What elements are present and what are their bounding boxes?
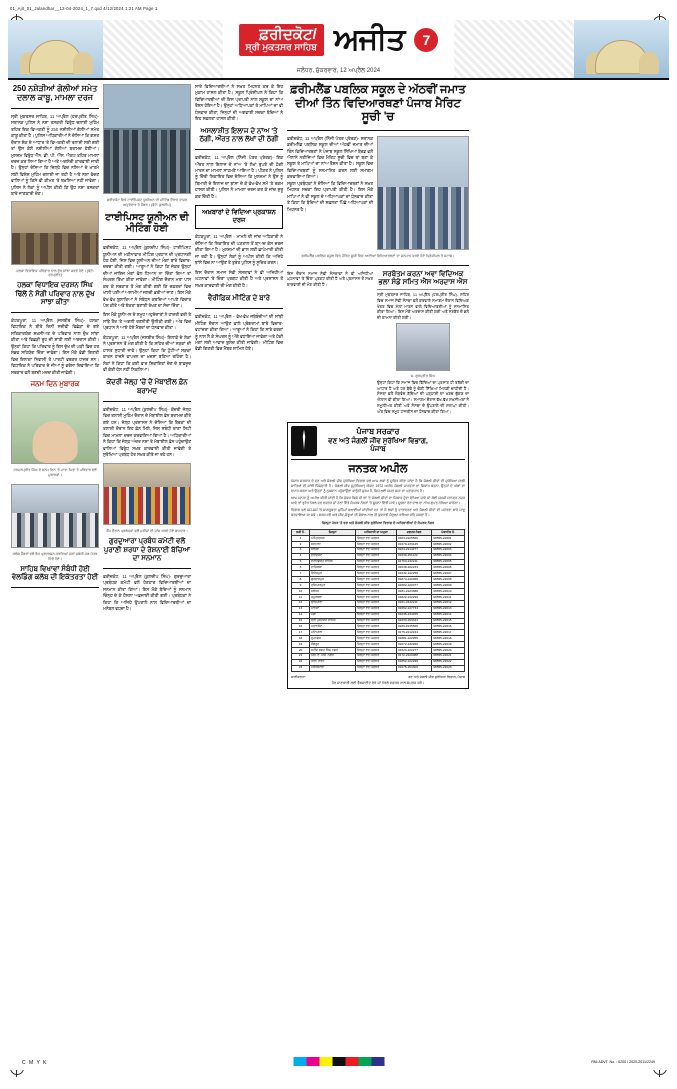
col1-body-2: ਕੋਟਕਪੂਰਾ, 11 ਅਪ੍ਰੈਲ (ਜਸਬੀਰ ਸਿੰਘ)- ਹਲਕਾ ਵਿਧਾਇਕ ਨੇ ਬੀਤੇ ਦਿਨੀਂ ਸਦੀਵੀ ਵਿਛੋੜਾ ਦੇ ਗਏ ਸਤਿਕਾਰਯੋਗ ਸ਼ਖ਼ਸੀਅਤ ਦੇ ਪਰਿਵਾਰ ਨਾਲ ਦੁੱਖ ਸਾਂਝਾ ਕੀਤਾ ਅਤੇ ਵਿਛੜੀ ਰੂਹ ਦੀ ਸ਼ਾਂਤੀ ਲਈ ਅਰਦਾਸ ਕੀਤੀ। ਉਨ੍ਹਾਂ ਕਿਹਾ ਕਿ ਪਰਿਵਾਰ ਨੂੰ ਇਸ ਦੁੱਖ ਦੀ ਘੜੀ ਵਿਚ ਹਰ ਸੰਭਵ ਸਹਿਯੋਗ ਦਿੱਤਾ ਜਾਵੇਗਾ। ਇਸ ਮੌਕੇ ਵੱਡੀ ਗਿਣਤੀ ਵਿਚ ਇਲਾਕਾ ਨਿਵਾਸੀ ਤੇ ਪਾਰਟੀ ਵਰਕਰ ਹਾਜ਼ਰ ਸਨ। ਵਿਧਾਇਕ ਨੇ ਪਰਿਵਾਰ ਦੇ ਜੀਆਂ ਨੂੰ ਭਰੋਸਾ ਦਿਵਾਇਆ ਕਿ ਸਰਕਾਰ ਵਲੋਂ ਬਣਦੀ ਮਦਦ ਕੀਤੀ ਜਾਵੇਗੀ। <box>11 318 99 375</box>
edition-line1: ਫ਼ਰੀਦਕੋਟ/ <box>259 26 317 43</box>
table-cell: 98555-22003 <box>432 547 465 553</box>
ajit-logo: ਅਜੀਤ <box>333 23 405 57</box>
table-cell: 0175-2212244 <box>396 630 431 636</box>
government-advertisement <box>287 422 469 689</box>
col3-headline-2: ਵੈਰੀਫ਼ਿਕ ਮੀਟਿੰਗ ਦੇ ਬਾਰੇ <box>208 294 270 302</box>
masthead-left-photo <box>8 20 103 78</box>
table-cell: 01852-222299 <box>396 659 431 665</box>
table-cell: 6 <box>292 565 310 571</box>
col1-photo-condolence <box>11 201 99 265</box>
table-column-header: ਜ਼ਿਲ੍ਹਾ <box>310 530 356 536</box>
table-row <box>292 665 465 671</box>
advert-para-1: ਪੰਜਾਬ ਸਰਕਾਰ ਦੇ ਵਣ ਅਤੇ ਜੰਗਲੀ ਜੀਵ ਸੁਰੱਖਿਆ ਵਿਭਾਗ ਵਲੋਂ ਆਮ ਲੋਕਾਂ ਨੂੰ ਸੂਚਿਤ ਕੀਤਾ ਜਾਂਦਾ ਹੈ ਕਿ ਜੰਗਲੀ ਜੀਵਾਂ ਦੀ ਸੁਰੱਖਿਆ ਸਾਡੀ ਸਾਰਿਆਂ ਦੀ ਸਾਂਝੀ ਜ਼ਿੰਮੇਵਾਰੀ ਹੈ। ਜੰਗਲੀ ਜੀਵ (ਸੁਰੱਖਿਆ) ਐਕਟ 1972 ਅਧੀਨ ਜੰਗਲੀ ਜਾਨਵਰਾਂ ਦਾ ਸ਼ਿਕਾਰ ਕਰਨਾ, ਉਨ੍ਹਾਂ ਦੇ ਅੰਗਾਂ ਦਾ ਵਪਾਰ ਕਰਨਾ ਅਤੇ ਉਨ੍ਹਾਂ ਨੂੰ ਨੁਕਸਾਨ ਪਹੁੰਚਾਉਣਾ ਕਾਨੂੰਨੀ ਜੁਰਮ ਹੈ, ਜਿਸ ਲਈ ਸਖ਼ਤ ਸਜ਼ਾ ਦਾ ਪ੍ਰਾਵਧਾਨ ਹੈ। <box>291 478 465 493</box>
table-cell: 01632-242255 <box>396 571 431 577</box>
table-cell: 98555-22012 <box>432 600 465 606</box>
column-4 <box>287 84 469 1061</box>
table-cell: ਸ੍ਰੀ ਮੁਕਤਸਰ ਸਾਹਿਬ <box>310 618 356 624</box>
contacts-table <box>291 529 465 671</box>
table-column-header: ਦਫ਼ਤਰ ਨੰਬਰ <box>396 530 431 536</box>
cmyk-label: C M Y K <box>22 1060 48 1066</box>
masthead <box>8 20 669 80</box>
advert-para-3: ਵਿਭਾਗ ਵਲੋਂ ਸਮੇਂ-ਸਮੇਂ 'ਤੇ ਜਾਗਰੂਕਤਾ ਮੁਹਿੰਮਾਂ ਚਲਾਈਆਂ ਜਾਂਦੀਆਂ ਹਨ ਤਾਂ ਜੋ ਲੋਕਾਂ ਨੂੰ ਵਾਤਾਵਰਣ ਅਤੇ ਜੰਗਲੀ ਜੀਵਾਂ ਦੀ ਮਹੱਤਤਾ ਬਾਰੇ ਜਾਣੂ ਕਰਵਾਇਆ ਜਾ ਸਕੇ। ਬਨਸਪਤੀ ਅਤੇ ਜੀਵ-ਜੰਤੂਆਂ ਦੀ ਸੰਭਾਲ ਨਾਲ ਹੀ ਕੁਦਰਤੀ ਸੰਤੁਲਨ ਬਣਿਆ ਰਹਿ ਸਕਦਾ ਹੈ। <box>291 507 465 518</box>
table-cell: 1 <box>292 536 310 542</box>
table-cell: 98555-22023 <box>432 665 465 671</box>
table-cell: 23 <box>292 665 310 671</box>
table-cell: 98555-22018 <box>432 636 465 642</box>
table-column-header: ਅਧਿਕਾਰੀ ਦਾ ਅਹੁਦਾ <box>356 530 397 536</box>
advert-title: ਜਨਤਕ ਅਪੀਲ <box>348 462 408 475</box>
table-cell: 98555-22016 <box>432 624 465 630</box>
table-cell: 98555-22001 <box>432 536 465 542</box>
page-content <box>8 20 669 1070</box>
table-cell: 01672-232266 <box>396 642 431 648</box>
table-cell: 8 <box>292 577 310 583</box>
table-cell: ਜ਼ਿਲ੍ਹਾ ਵਣ ਅਫ਼ਸਰ <box>356 659 397 665</box>
table-cell: ਐੱਸ. ਏ. ਐੱਸ. ਨਗਰ <box>310 653 356 659</box>
table-cell: 01675-253300 <box>396 665 431 671</box>
table-cell: ਲੁਧਿਆਣਾ <box>310 600 356 606</box>
table-cell: ਜ਼ਿਲ੍ਹਾ ਵਣ ਅਫ਼ਸਰ <box>356 541 397 547</box>
col2-body-4: ਫ਼ਰੀਦਕੋਟ, 11 ਅਪ੍ਰੈਲ (ਕੁਲਦੀਪ ਸਿੰਘ)- ਕੇਂਦਰੀ ਜੇਲ੍ਹ ਵਿਚ ਤਲਾਸ਼ੀ ਮੁਹਿੰਮ ਦੌਰਾਨ ਦੋ ਮੋਬਾਈਲ ਫ਼ੋਨ ਬਰਾਮਦ ਕੀਤੇ ਗਏ ਹਨ। ਜੇਲ੍ਹ ਪ੍ਰਸ਼ਾਸਨ ਨੇ ਦੱਸਿਆ ਕਿ ਬੈਰਕਾਂ ਦੀ ਤਲਾਸ਼ੀ ਦੌਰਾਨ ਇਹ ਫ਼ੋਨ ਮਿਲੇ, ਜਿਸ ਸਬੰਧੀ ਥਾਣਾ ਸਿਟੀ ਵਿਚ ਮਾਮਲਾ ਦਰਜ ਕਰਵਾਇਆ ਗਿਆ ਹੈ। ਅਧਿਕਾਰੀਆਂ ਨੇ ਕਿਹਾ ਕਿ ਜੇਲ੍ਹ ਅੰਦਰ ਨਸ਼ਾ ਤੇ ਮੋਬਾਈਲ ਫ਼ੋਨ ਪਹੁੰਚਾਉਣ ਵਾਲਿਆਂ ਵਿਰੁੱਧ ਸਖ਼ਤ ਕਾਰਵਾਈ ਕੀਤੀ ਜਾਵੇਗੀ ਤੇ ਸੁਰੱਖਿਆ ਪ੍ਰਬੰਧ ਹੋਰ ਸਖ਼ਤ ਕੀਤੇ ਜਾ ਰਹੇ ਹਨ। <box>103 406 191 457</box>
table-cell: ਜ਼ਿਲ੍ਹਾ ਵਣ ਅਫ਼ਸਰ <box>356 583 397 589</box>
table-cell: ਜ਼ਿਲ੍ਹਾ ਵਣ ਅਫ਼ਸਰ <box>356 665 397 671</box>
table-cell: ਮੋਗਾ <box>310 612 356 618</box>
table-cell: ਜ਼ਿਲ੍ਹਾ ਵਣ ਅਫ਼ਸਰ <box>356 571 397 577</box>
col1-body: ਸ੍ਰੀ ਮੁਕਤਸਰ ਸਾਹਿਬ, 11 ਅਪ੍ਰੈਲ (ਹਰਪ੍ਰੀਤ ਸਿੰਘ)- ਸਥਾਨਕ ਪੁਲਿਸ ਨੇ ਨਸ਼ਾ ਤਸਕਰੀ ਵਿਰੁੱਧ ਚਲਾਈ ਮੁਹਿੰਮ ਤਹਿਤ ਇਕ ਵਿਅਕਤੀ ਨੂੰ 250 ਨਸ਼ੀਲੀਆਂ ਗੋਲੀਆਂ ਸਮੇਤ ਕਾਬੂ ਕੀਤਾ ਹੈ। ਪੁਲਿਸ ਅਧਿਕਾਰੀਆਂ ਨੇ ਦੱਸਿਆ ਕਿ ਗਸ਼ਤ ਦੌਰਾਨ ਸ਼ੱਕ ਦੇ ਆਧਾਰ 'ਤੇ ਵਿਅਕਤੀ ਦੀ ਤਲਾਸ਼ੀ ਲਈ ਗਈ ਤਾਂ ਉਸ ਕੋਲੋਂ ਨਸ਼ੀਲੀਆਂ ਗੋਲੀਆਂ ਬਰਾਮਦ ਹੋਈਆਂ। ਮੁਲਜ਼ਮ ਵਿਰੁੱਧ ਐੱਨ. ਡੀ. ਪੀ. ਐੱਸ. ਐਕਟ ਤਹਿਤ ਮਾਮਲਾ ਦਰਜ ਕਰ ਲਿਆ ਗਿਆ ਹੈ ਅਤੇ ਅਗਲੇਰੀ ਕਾਰਵਾਈ ਜਾਰੀ ਹੈ। ਉਨ੍ਹਾਂ ਦੱਸਿਆ ਕਿ ਜ਼ਿਲ੍ਹੇ ਵਿਚ ਨਸ਼ਿਆਂ ਦੇ ਖ਼ਾਤਮੇ ਲਈ ਵਿਸ਼ੇਸ਼ ਮੁਹਿੰਮ ਚਲਾਈ ਜਾ ਰਹੀ ਹੈ ਅਤੇ ਨਸ਼ਾ ਵੇਚਣ ਵਾਲਿਆਂ ਨੂੰ ਕਿਸੇ ਵੀ ਕੀਮਤ 'ਤੇ ਬਖ਼ਸ਼ਿਆ ਨਹੀਂ ਜਾਵੇਗਾ। ਪੁਲਿਸ ਨੇ ਲੋਕਾਂ ਨੂੰ ਅਪੀਲ ਕੀਤੀ ਕਿ ਉਹ ਨਸ਼ਾ ਤਸਕਰਾਂ ਬਾਰੇ ਜਾਣਕਾਰੀ ਦੇਣ। <box>11 113 100 197</box>
col2-photo-typists <box>103 84 191 194</box>
table-cell: 98555-22015 <box>432 618 465 624</box>
print-slug: 01_Ajit_01_Jalandhar__12-04-2024_1_7.qxd 4/12/2024 1:21 AM Page 1 <box>10 6 158 11</box>
table-cell: ਜ਼ਿਲ੍ਹਾ ਵਣ ਅਫ਼ਸਰ <box>356 647 397 653</box>
state-emblem-icon <box>291 426 317 456</box>
table-cell: ਜ਼ਿਲ੍ਹਾ ਵਣ ਅਫ਼ਸਰ <box>356 594 397 600</box>
table-cell: ਜ਼ਿਲ੍ਹਾ ਵਣ ਅਫ਼ਸਰ <box>356 630 397 636</box>
table-cell: 0181-2223388 <box>396 589 431 595</box>
column-2 <box>103 84 191 1061</box>
table-cell: 15 <box>292 618 310 624</box>
advert-footer-right: ਵਣ ਅਤੇ ਜੰਗਲੀ ਜੀਵ ਸੁਰੱਖਿਆ ਵਿਭਾਗ, ਪੰਜਾਬ <box>408 674 465 679</box>
table-cell: ਜ਼ਿਲ੍ਹਾ ਵਣ ਅਫ਼ਸਰ <box>356 559 397 565</box>
table-cell: 98555-22014 <box>432 612 465 618</box>
table-cell: 19 <box>292 642 310 648</box>
table-cell: ਜ਼ਿਲ੍ਹਾ ਵਣ ਅਫ਼ਸਰ <box>356 536 397 542</box>
table-cell: ਤਰਨ ਤਾਰਨ <box>310 659 356 665</box>
table-column-header: ਮੋਬਾਈਲ ਨੰ. <box>432 530 465 536</box>
table-cell: 3 <box>292 547 310 553</box>
table-cell: ਹੁਸ਼ਿਆਰਪੁਰ <box>310 583 356 589</box>
table-cell: 98555-22002 <box>432 541 465 547</box>
table-cell: ਜ਼ਿਲ੍ਹਾ ਵਣ ਅਫ਼ਸਰ <box>356 642 397 648</box>
table-cell: ਜ਼ਿਲ੍ਹਾ ਵਣ ਅਫ਼ਸਰ <box>356 636 397 642</box>
col3-body-4: ਇਸ ਦੌਰਾਨ ਸਮਾਜ ਸੇਵੀ ਸੰਸਥਾਵਾਂ ਨੇ ਵੀ ਅਜਿਹੀਆਂ ਘਟਨਾਵਾਂ 'ਤੇ ਚਿੰਤਾ ਪ੍ਰਗਟ ਕੀਤੀ ਹੈ ਅਤੇ ਪ੍ਰਸ਼ਾਸਨ ਤੋਂ ਸਖ਼ਤ ਕਾਰਵਾਈ ਦੀ ਮੰਗ ਕੀਤੀ ਹੈ। <box>195 269 283 288</box>
table-cell: 22 <box>292 659 310 665</box>
advert-note: ਹੋਰ ਜਾਣਕਾਰੀ ਲਈ ਵੈੱਬਸਾਈਟ ਵੇਖੋ ਜਾਂ ਨੇੜਲੇ ਦਫ਼ਤਰ ਨਾਲ ਸੰਪਰਕ ਕਰੋ। <box>331 680 425 685</box>
table-cell: 98555-22020 <box>432 647 465 653</box>
table-cell: ਫ਼ਾਜ਼ਿਲਕਾ <box>310 565 356 571</box>
table-cell: 0161-2442211 <box>396 600 431 606</box>
table-cell: ਜ਼ਿਲ੍ਹਾ ਵਣ ਅਫ਼ਸਰ <box>356 618 397 624</box>
col2-photo-event <box>103 463 191 525</box>
col2-headline-3: ਗੁਰਦੁਆਰਾ ਪ੍ਰਬੰਧ ਕਮੇਟੀ ਵਲੋਂ ਪੁਰਾਣੀ ਸ਼ਰਧਾ ਦੇ ਰੋਸ਼ਨਾਈ ਬੱਚਿਆਂ ਦਾ ਸਨਮਾਨ <box>103 538 191 562</box>
col3-body-5: ਫ਼ਰੀਦਕੋਟ, 11 ਅਪ੍ਰੈਲ - ਵੱਖ-ਵੱਖ ਜਥੇਬੰਦੀਆਂ ਦੀ ਸਾਂਝੀ ਮੀਟਿੰਗ ਦੌਰਾਨ ਆਉਣ ਵਾਲੇ ਪ੍ਰੋਗਰਾਮਾਂ ਬਾਰੇ ਵਿਚਾਰ-ਵਟਾਂਦਰਾ ਕੀਤਾ ਗਿਆ। ਆਗੂਆਂ ਨੇ ਕਿਹਾ ਕਿ ਸਾਰੇ ਵਰਗਾਂ ਨੂੰ ਨਾਲ ਲੈ ਕੇ ਸੰਘਰਸ਼ ਨੂੰ ਅੱਗੇ ਵਧਾਇਆ ਜਾਵੇਗਾ ਅਤੇ ਹੱਕੀ ਮੰਗਾਂ ਲਈ ਆਵਾਜ਼ ਬੁਲੰਦ ਕੀਤੀ ਜਾਵੇਗੀ। ਮੀਟਿੰਗ ਵਿਚ ਵੱਡੀ ਗਿਣਤੀ ਵਿਚ ਮੈਂਬਰ ਸ਼ਾਮਿਲ ਹੋਏ। <box>195 314 283 352</box>
table-cell: 18 <box>292 636 310 642</box>
table-cell: 98555-22013 <box>432 606 465 612</box>
page-number-badge: 7 <box>414 28 438 52</box>
table-cell: 98555-22011 <box>432 594 465 600</box>
table-body <box>292 536 465 671</box>
table-column-header: ਲੜੀ ਨੰ. <box>292 530 310 536</box>
table-cell: 01638-262233 <box>396 565 431 571</box>
table-cell: 0172-2220088 <box>396 653 431 659</box>
table-cell: 98555-22010 <box>432 589 465 595</box>
table-cell: ਪਠਾਨਕੋਟ <box>310 624 356 630</box>
table-cell: ਫ਼ਿਰੋਜ਼ਪੁਰ <box>310 571 356 577</box>
col1-headline-2: ਹਲਕਾ ਵਿਧਾਇਕ ਦਰਸ਼ਨ ਸਿੰਘ ਢਿੱਲੋਂ ਨੇ ਸੋਗੀ ਪਰਿਵਾਰ ਨਾਲ ਦੁੱਖ ਸਾਂਝਾ ਕੀਤਾ <box>15 282 95 306</box>
column-3 <box>195 84 283 1061</box>
col1-protest-caption: ਕਲੱਬ ਮੈਂਬਰਾਂ ਵਲੋਂ ਰੋਸ ਪ੍ਰਦਰਸ਼ਨ ਕਰਦਿਆਂ ਮੰਗਾਂ ਸਬੰਧੀ ਮੰਗ ਪੱਤਰ ਦਿੰਦੇ ਹੋਏ। <box>12 551 98 561</box>
table-cell: ਰੂਪਨਗਰ <box>310 636 356 642</box>
table-cell: ਜ਼ਿਲ੍ਹਾ ਵਣ ਅਫ਼ਸਰ <box>356 547 397 553</box>
birthday-label: ਜਨਮ ਦਿਨ ਮੁਬਾਰਕ <box>30 380 80 388</box>
table-cell: 12 <box>292 600 310 606</box>
table-cell: ਜ਼ਿਲ੍ਹਾ ਵਣ ਅਫ਼ਸਰ <box>356 577 397 583</box>
table-cell: 17 <box>292 630 310 636</box>
masthead-center <box>103 20 574 78</box>
advert-para-2: ਆਮ ਜਨਤਾ ਨੂੰ ਅਪੀਲ ਕੀਤੀ ਜਾਂਦੀ ਹੈ ਕਿ ਜੇਕਰ ਕਿਸੇ ਵੀ ਥਾਂ 'ਤੇ ਜੰਗਲੀ ਜੀਵਾਂ ਦਾ ਸ਼ਿਕਾਰ ਹੁੰਦਾ ਵੇਖਿਆ ਜਾਵੇ ਜਾਂ ਕੋਈ ਜ਼ਖ਼ਮੀ ਜਾਨਵਰ ਨਜ਼ਰ ਆਵੇ ਤਾਂ ਤੁਰੰਤ ਨੇੜਲੇ ਵਣ ਦਫ਼ਤਰ ਜਾਂ ਹੇਠਾਂ ਦਿੱਤੇ ਸੰਪਰਕ ਨੰਬਰਾਂ 'ਤੇ ਸੂਚਨਾ ਦਿੱਤੀ ਜਾਵੇ। ਸੂਚਨਾ ਦੇਣ ਵਾਲੇ ਦਾ ਨਾਂਅ ਗੁਪਤ ਰੱਖਿਆ ਜਾਵੇਗਾ। <box>291 495 465 505</box>
advert-gov-line2: ਵਣ ਅਤੇ ਜੰਗਲੀ ਜੀਵ ਸੁਰੱਖਿਆ ਵਿਭਾਗ, ਪੰਜਾਬ <box>328 438 428 454</box>
table-cell: ਫ਼ਰੀਦਕੋਟ <box>310 553 356 559</box>
table-cell: 01822-232299 <box>396 594 431 600</box>
table-cell: ਸੰਗਰੂਰ <box>310 642 356 648</box>
col5-body: ਸ੍ਰੀ ਮੁਕਤਸਰ ਸਾਹਿਬ, 11 ਅਪ੍ਰੈਲ (ਹਰਪ੍ਰੀਤ ਸਿੰਘ)- ਸ਼ਹਿਰ ਵਿਚ ਸਮਾਜ ਸੇਵੀ ਸੰਸਥਾ ਵਲੋਂ ਕਰਵਾਏ ਸਮਾਗਮ ਦੌਰਾਨ ਵਿਦਿਅਕ ਖੇਤਰ ਵਿਚ ਮੱਲਾਂ ਮਾਰਨ ਵਾਲੇ ਵਿਦਿਆਰਥੀਆਂ ਨੂੰ ਸਨਮਾਨਿਤ ਕੀਤਾ ਗਿਆ। ਇਸ ਮੌਕੇ ਅਰਦਾਸ ਕੀਤੀ ਗਈ ਅਤੇ ਸਰਬੱਤ ਦੇ ਭਲੇ ਦੀ ਕਾਮਨਾ ਕੀਤੀ ਗਈ। <box>377 292 469 321</box>
advert-header <box>291 426 465 460</box>
table-cell: ਸ਼ਹੀਦ ਭਗਤ ਸਿੰਘ ਨਗਰ <box>310 647 356 653</box>
lead-photo <box>377 136 469 250</box>
table-cell: ਮਾਨਸਾ <box>310 606 356 612</box>
table-cell: 10 <box>292 589 310 595</box>
table-cell: ਫ਼ਤਹਿਗੜ੍ਹ ਸਾਹਿਬ <box>310 559 356 565</box>
col2-headline: ਟਾਈਪਿਸਟ ਯੂਨੀਅਨ ਦੀ ਮੀਟਿੰਗ ਹੋਈ <box>105 211 189 234</box>
col2-photo-caption: ਫ਼ਰੀਦਕੋਟ ਵਿਖੇ ਟਾਈਪਿਸਟ ਯੂਨੀਅਨ ਦੀ ਮੀਟਿੰਗ ਦੌਰਾਨ ਹਾਜ਼ਰ ਅਹੁਦੇਦਾਰ ਤੇ ਮੈਂਬਰ। (ਫੋਟੋ: ਕੁਲਦੀਪ) <box>106 198 188 207</box>
col2-event-caption: ਕੈਂਪ ਦੌਰਾਨ ਪ੍ਰਬੰਧਕਾਂ ਵਲੋਂ ਮਰੀਜ਼ਾਂ ਦੀ ਜਾਂਚ ਕਰਦੇ ਹੋਏ ਡਾਕਟਰ। <box>106 529 188 534</box>
table-cell: 11 <box>292 594 310 600</box>
table-cell: 98555-22004 <box>432 553 465 559</box>
table-cell: 01639-251122 <box>396 553 431 559</box>
table-cell: 98555-22009 <box>432 583 465 589</box>
table-cell: 01763-232211 <box>396 559 431 565</box>
table-cell: 13 <box>292 606 310 612</box>
table-cell: ਗੁਰਦਾਸਪੁਰ <box>310 577 356 583</box>
col3-boxed-subhead: ਅਖ਼ਬਾਰਾਂ ਦੇ ਵਿਦਿਆ ਪ੍ਰਕਾਸ਼ਨ ਦਰਜ <box>195 205 283 229</box>
table-cell: 20 <box>292 647 310 653</box>
col1-child-caption: ਹਰਮਨਪ੍ਰੀਤ ਸਿੰਘ ਦੇ ਜਨਮ ਦਿਨ 'ਤੇ ਮਾਤਾ-ਪਿਤਾ ਤੇ ਪਰਿਵਾਰ ਵਲੋਂ ਮੁਬਾਰਕਾਂ। <box>13 468 97 478</box>
table-cell: 0164-2214477 <box>396 547 431 553</box>
table-cell: ਪਟਿਆਲਾ <box>310 630 356 636</box>
lead-body-2: ਸਕੂਲ ਪ੍ਰਬੰਧਕਾਂ ਨੇ ਦੱਸਿਆ ਕਿ ਵਿਦਿਆਰਥਣਾਂ ਨੇ ਸਖ਼ਤ ਮਿਹਨਤ ਸਦਕਾ ਇਹ ਪ੍ਰਾਪਤੀ ਕੀਤੀ ਹੈ। ਇਸ ਮੌਕੇ ਮਾਪਿਆਂ ਨੇ ਵੀ ਸਕੂਲ ਦੇ ਅਧਿਆਪਕਾਂ ਦਾ ਧੰਨਵਾਦ ਕੀਤਾ ਤੇ ਕਿਹਾ ਕਿ ਬੱਚਿਆਂ ਦੀ ਸਫ਼ਲਤਾ ਪਿੱਛੇ ਅਧਿਆਪਕਾਂ ਦੀ ਮਿਹਨਤ ਹੈ। <box>287 180 373 212</box>
table-cell: 7 <box>292 571 310 577</box>
col4-extra-body: ਇਸ ਦੌਰਾਨ ਸਮਾਜ ਸੇਵੀ ਸੰਸਥਾਵਾਂ ਨੇ ਵੀ ਅਜਿਹੀਆਂ ਘਟਨਾਵਾਂ 'ਤੇ ਚਿੰਤਾ ਪ੍ਰਗਟ ਕੀਤੀ ਹੈ ਅਤੇ ਪ੍ਰਸ਼ਾਸਨ ਤੋਂ ਸਖ਼ਤ ਕਾਰਵਾਈ ਦੀ ਮੰਗ ਕੀਤੀ ਹੈ। <box>287 270 373 288</box>
table-cell: 2 <box>292 541 310 547</box>
col2-body-5: ਫ਼ਰੀਦਕੋਟ, 11 ਅਪ੍ਰੈਲ (ਕੁਲਦੀਪ ਸਿੰਘ)- ਗੁਰਦੁਆਰਾ ਪ੍ਰਬੰਧਕ ਕਮੇਟੀ ਵਲੋਂ ਹੋਣਹਾਰ ਵਿਦਿਆਰਥੀਆਂ ਦਾ ਸਨਮਾਨ ਕੀਤਾ ਗਿਆ। ਇਸ ਮੌਕੇ ਬੱਚਿਆਂ ਨੂੰ ਸਨਮਾਨ ਚਿੰਨ੍ਹ ਦੇ ਕੇ ਹੌਸਲਾ ਅਫ਼ਜ਼ਾਈ ਕੀਤੀ ਗਈ। ਪ੍ਰਬੰਧਕਾਂ ਨੇ ਕਿਹਾ ਕਿ ਅਜਿਹੇ ਉਪਰਾਲੇ ਨਾਲ ਵਿਦਿਆਰਥੀਆਂ ਦਾ ਮਨੋਬਲ ਵਧਦਾ ਹੈ। <box>103 574 191 612</box>
table-cell: 01874-240066 <box>396 577 431 583</box>
table-cell: 0186-2235566 <box>396 624 431 630</box>
advert-table-caption: ਜ਼ਿਲ੍ਹਾ ਪੱਧਰ 'ਤੇ ਵਣ ਅਤੇ ਜੰਗਲੀ ਜੀਵ ਸੁਰੱਖਿਆ ਵਿਭਾਗ ਦੇ ਅਧਿਕਾਰੀਆਂ ਦੇ ਸੰਪਰਕ ਨੰਬਰ <box>321 521 435 526</box>
table-cell: 01652-227733 <box>396 606 431 612</box>
table-cell: 16 <box>292 624 310 630</box>
table-cell: ਜ਼ਿਲ੍ਹਾ ਵਣ ਅਫ਼ਸਰ <box>356 624 397 630</box>
lead-body: ਫ਼ਰੀਦਕੋਟ, 11 ਅਪ੍ਰੈਲ (ਨਿੱਜੀ ਪੱਤਰ ਪ੍ਰੇਰਕ)- ਸਥਾਨਕ ਡਰੀਮਲੈਂਡ ਪਬਲਿਕ ਸਕੂਲ ਦੀਆਂ ਅੱਠਵੀਂ ਜਮਾਤ ਦੀਆਂ ਤਿੰਨ ਵਿਦਿਆਰਥਣਾਂ ਨੇ ਪੰਜਾਬ ਸਕੂਲ ਸਿੱਖਿਆ ਬੋਰਡ ਵਲੋਂ ਐਲਾਨੇ ਨਤੀਜਿਆਂ ਵਿਚ ਮੈਰਿਟ ਸੂਚੀ ਵਿਚ ਥਾਂ ਬਣਾ ਕੇ ਸਕੂਲ ਤੇ ਮਾਪਿਆਂ ਦਾ ਨਾਂਅ ਰੌਸ਼ਨ ਕੀਤਾ ਹੈ। ਸਕੂਲ ਵਿਚ ਵਿਦਿਆਰਥਣਾਂ ਨੂੰ ਸਨਮਾਨਿਤ ਕਰਨ ਲਈ ਸਮਾਗਮ ਕਰਵਾਇਆ ਗਿਆ। <box>287 135 373 180</box>
edition-line2: ਸ੍ਰੀ ਮੁਕਤਸਰ ਸਾਹਿਬ <box>245 41 317 52</box>
table-cell: ਜ਼ਿਲ੍ਹਾ ਵਣ ਅਫ਼ਸਰ <box>356 553 397 559</box>
table-cell: 01823-222277 <box>396 647 431 653</box>
table-cell: 21 <box>292 653 310 659</box>
page-body <box>8 80 669 1065</box>
table-cell: ਜ਼ਿਲ੍ਹਾ ਵਣ ਅਫ਼ਸਰ <box>356 612 397 618</box>
table-cell: ਕਪੂਰਥਲਾ <box>310 594 356 600</box>
advert-footer-left: ਜਾਰੀਕਰਤਾ: <box>291 674 306 679</box>
col2-body-3: ਕੋਟਕਪੂਰਾ, 11 ਅਪ੍ਰੈਲ (ਜਸਬੀਰ ਸਿੰਘ)- ਇਲਾਕੇ ਦੇ ਲੋਕਾਂ ਨੇ ਪ੍ਰਸ਼ਾਸਨ ਤੋਂ ਮੰਗ ਕੀਤੀ ਹੈ ਕਿ ਸ਼ਹਿਰ ਦੀਆਂ ਸੜਕਾਂ ਦੀ ਹਾਲਤ ਸੁਧਾਰੀ ਜਾਵੇ। ਉਨ੍ਹਾਂ ਕਿਹਾ ਕਿ ਟੁੱਟੀਆਂ ਸੜਕਾਂ ਕਾਰਨ ਹਾਦਸੇ ਵਾਪਰਨ ਦਾ ਖ਼ਦਸ਼ਾ ਬਣਿਆ ਰਹਿੰਦਾ ਹੈ। ਲੋਕਾਂ ਨੇ ਕਿਹਾ ਕਿ ਕਈ ਵਾਰ ਸ਼ਿਕਾਇਤਾਂ ਦੇਣ ਦੇ ਬਾਵਜੂਦ ਵੀ ਕੋਈ ਹੱਲ ਨਹੀਂ ਨਿਕਲਿਆ। <box>103 334 191 372</box>
advert-footer <box>291 675 465 679</box>
col1-headline: 250 ਨਸ਼ੇੜੀਆਂ ਗੋਲੀਆਂ ਸਮੇਤ ਦਲਾਲ ਕਾਬੂ, ਮਾਮਲਾ ਦਰਜ <box>12 84 98 103</box>
lead-headline: ਫ਼ਰੀਮਲੈਂਡ ਪਬਲਿਕ ਸਕੂਲ ਦੇ ਅੱਠਵੀਂ ਜਮਾਤ ਦੀਆਂ ਤਿੰਨ ਵਿਦਿਆਰਥਣਾਂ ਪੰਜਾਬ ਮੈਰਿਟ ਸੂਚੀ 'ਚ <box>290 84 466 124</box>
table-cell: ਬਰਨਾਲਾ <box>310 541 356 547</box>
lead-photo-caption: ਡਰੀਮਲੈਂਡ ਪਬਲਿਕ ਸਕੂਲ ਵਿਖੇ ਮੈਰਿਟ ਸੂਚੀ ਵਿਚ ਆਈਆਂ ਵਿਦਿਆਰਥਣਾਂ ਦਾ ਸਨਮਾਨ ਕਰਦੇ ਹੋਏ ਪ੍ਰਿੰਸੀਪਲ ਤੇ ਸਟਾਫ਼। <box>301 253 455 258</box>
table-cell: 98555-22008 <box>432 577 465 583</box>
table-cell: ਜਲੰਧਰ <box>310 589 356 595</box>
table-cell: 98555-22019 <box>432 642 465 648</box>
masthead-right-photo <box>574 20 669 78</box>
column-1 <box>11 84 99 1061</box>
table-cell: 01636-234455 <box>396 612 431 618</box>
table-cell: 98555-22005 <box>432 559 465 565</box>
table-cell: 01633-263344 <box>396 618 431 624</box>
table-cell: 98555-22006 <box>432 565 465 571</box>
masthead-date: ਜਲੰਧਰ, ਸ਼ੁੱਕਰਵਾਰ, 12 ਅਪ੍ਰੈਲ 2024 <box>296 68 381 74</box>
col5-portrait-caption: ਸ. ਗੁਰਪ੍ਰੀਤ ਸਿੰਘ <box>410 374 436 379</box>
col2-body: ਫ਼ਰੀਦਕੋਟ, 11 ਅਪ੍ਰੈਲ (ਕੁਲਦੀਪ ਸਿੰਘ)- ਟਾਈਪਿਸਟ ਯੂਨੀਅਨ ਦੀ ਮਹੀਨਾਵਾਰ ਮੀਟਿੰਗ ਪ੍ਰਧਾਨ ਦੀ ਪ੍ਰਧਾਨਗੀ ਹੇਠ ਹੋਈ, ਜਿਸ ਵਿਚ ਯੂਨੀਅਨ ਦੀਆਂ ਮੰਗਾਂ ਬਾਰੇ ਵਿਚਾਰ-ਚਰਚਾ ਕੀਤੀ ਗਈ। ਆਗੂਆਂ ਨੇ ਕਿਹਾ ਕਿ ਜੇਕਰ ਉਨ੍ਹਾਂ ਦੀਆਂ ਜਾਇਜ਼ ਮੰਗਾਂ ਵੱਲ ਧਿਆਨ ਨਾ ਦਿੱਤਾ ਗਿਆ ਤਾਂ ਸੰਘਰਸ਼ ਤਿੱਖਾ ਕੀਤਾ ਜਾਵੇਗਾ। ਮੀਟਿੰਗ ਦੌਰਾਨ ਮਤਾ ਪਾਸ ਕਰ ਕੇ ਸਰਕਾਰ ਤੋਂ ਮੰਗ ਕੀਤੀ ਗਈ ਕਿ ਦਫ਼ਤਰਾਂ ਵਿਚ ਖਾਲੀ ਪਈਆਂ ਅਸਾਮੀਆਂ ਜਲਦੀ ਭਰੀਆਂ ਜਾਣ। ਇਸ ਮੌਕੇ ਵੱਖ-ਵੱਖ ਬੁਲਾਰਿਆਂ ਨੇ ਸੰਬੋਧਨ ਕਰਦਿਆਂ ਆਪਣੇ ਵਿਚਾਰ ਪੇਸ਼ ਕੀਤੇ ਅਤੇ ਏਕਤਾ ਬਣਾਈ ਰੱਖਣ ਦਾ ਸੱਦਾ ਦਿੱਤਾ। <box>103 245 191 309</box>
table-cell: ਜ਼ਿਲ੍ਹਾ ਵਣ ਅਫ਼ਸਰ <box>356 600 397 606</box>
advert-gov-line1: ਪੰਜਾਬ ਸਰਕਾਰ <box>356 427 400 437</box>
table-cell: 0183-2225566 <box>396 536 431 542</box>
rni-number: RNI ADVT. No. : 0200 / 2020-2011/2249 <box>591 1060 655 1064</box>
table-cell: 98555-22021 <box>432 653 465 659</box>
table-cell: 5 <box>292 559 310 565</box>
table-cell: 98555-22017 <box>432 630 465 636</box>
table-cell: ਜ਼ਿਲ੍ਹਾ ਵਣ ਅਫ਼ਸਰ <box>356 589 397 595</box>
table-cell: 98555-22007 <box>432 571 465 577</box>
page-footer <box>8 1044 669 1070</box>
col1-photo-child <box>11 392 99 464</box>
masthead-titles <box>239 24 439 56</box>
edition-badge <box>239 24 324 56</box>
col5-body-2: ਉਨ੍ਹਾਂ ਕਿਹਾ ਕਿ ਸਮਾਜ ਵਿਚ ਵਿੱਦਿਆ ਦਾ ਪ੍ਰਸਾਰ ਹੀ ਤਰੱਕੀ ਦਾ ਆਧਾਰ ਹੈ ਅਤੇ ਹਰ ਬੱਚੇ ਨੂੰ ਚੰਗੀ ਸਿੱਖਿਆ ਮਿਲਣੀ ਚਾਹੀਦੀ ਹੈ। ਸੰਸਥਾ ਵਲੋਂ ਲੋੜਵੰਦ ਬੱਚਿਆਂ ਦੀ ਪੜ੍ਹਾਈ ਦਾ ਖ਼ਰਚ ਚੁੱਕਣ ਦਾ ਐਲਾਨ ਵੀ ਕੀਤਾ ਗਿਆ। ਸਮਾਗਮ ਦੌਰਾਨ ਵੱਖ-ਵੱਖ ਸ਼ਖ਼ਸੀਅਤਾਂ ਨੇ ਸ਼ਮੂਲੀਅਤ ਕੀਤੀ ਅਤੇ ਸੰਸਥਾ ਦੇ ਉਪਰਾਲੇ ਦੀ ਸ਼ਲਾਘਾ ਕੀਤੀ। ਅੰਤ ਵਿਚ ਸਮੂਹ ਹਾਜ਼ਰੀਨ ਦਾ ਧੰਨਵਾਦ ਕੀਤਾ ਗਿਆ। <box>377 379 469 414</box>
col2-body-2: ਇਸ ਮੌਕੇ ਯੂਨੀਅਨ ਦੇ ਸਮੂਹ ਅਹੁਦੇਦਾਰਾਂ ਨੇ ਹਾਜ਼ਰੀ ਭਰੀ ਤੇ ਸਾਂਝੇ ਤੌਰ 'ਤੇ ਅਗਲੀ ਰਣਨੀਤੀ ਉਲੀਕੀ ਗਈ। ਅੰਤ ਵਿਚ ਪ੍ਰਧਾਨ ਨੇ ਆਏ ਹੋਏ ਮੈਂਬਰਾਂ ਦਾ ਧੰਨਵਾਦ ਕੀਤਾ। <box>103 312 191 331</box>
table-cell: 01679-233445 <box>396 541 431 547</box>
table-cell: 9 <box>292 583 310 589</box>
table-cell: 01881-222255 <box>396 636 431 642</box>
col2-headline-2: ਕੇਂਦਰੀ ਜੇਲ੍ਹ 'ਚੋਂ ਦੋ ਮੋਬਾਈਲ ਫ਼ੋਨ ਬਰਾਮਦ <box>106 379 188 395</box>
table-cell: ਅੰਮ੍ਰਿਤਸਰ <box>310 536 356 542</box>
color-bar <box>293 1057 384 1066</box>
col1-headline-3: ਸਾਹਿਬ ਵਿਖਾਵਾਂ ਸੰਬੰਧੀ ਹੋਈ ਵੇਲਡਿੰਗ ਕਲੱਬ ਦੀ ਇਕੱਤਰਤਾ ਹੋਈ <box>11 565 99 581</box>
col5-portrait <box>396 323 450 371</box>
col3-body: ਸਾਰੇ ਵਿਦਿਆਰਥੀਆਂ ਨੇ ਸਖ਼ਤ ਮਿਹਨਤ ਕਰ ਕੇ ਇਹ ਮੁਕਾਮ ਹਾਸਲ ਕੀਤਾ ਹੈ। ਸਕੂਲ ਪ੍ਰਿੰਸੀਪਲ ਨੇ ਕਿਹਾ ਕਿ ਵਿਦਿਆਰਥੀਆਂ ਦੀ ਇਸ ਪ੍ਰਾਪਤੀ ਨਾਲ ਸਕੂਲ ਦਾ ਨਾਂਅ ਰੌਸ਼ਨ ਹੋਇਆ ਹੈ। ਉਨ੍ਹਾਂ ਅਧਿਆਪਕਾਂ ਤੇ ਮਾਪਿਆਂ ਦਾ ਵੀ ਧੰਨਵਾਦ ਕੀਤਾ, ਜਿਨ੍ਹਾਂ ਦੀ ਅਗਵਾਈ ਸਦਕਾ ਬੱਚਿਆਂ ਨੇ ਇਹ ਸਫ਼ਲਤਾ ਹਾਸਲ ਕੀਤੀ। <box>195 84 283 122</box>
table-cell: ਬਠਿੰਡਾ <box>310 547 356 553</box>
table-cell: ਜ਼ਿਲ੍ਹਾ ਵਣ ਅਫ਼ਸਰ <box>356 653 397 659</box>
table-cell: 01882-220077 <box>396 583 431 589</box>
table-cell: 4 <box>292 553 310 559</box>
col1-photo-protest <box>11 484 99 548</box>
table-cell: 14 <box>292 612 310 618</box>
col3-headline: ਅਸਲਾਸ਼ੀਤ ਇਲਾਜ ਦੇ ਨਾਂਅ 'ਤੇ ਠੱਗੀ, ਔਰਤ ਨਾਲ ਲੱਖਾਂ ਦੀ ਠੱਗੀ <box>199 127 279 143</box>
col5-headline: ਸਰਬੋਤਮ ਕਰਨਾ ਅਵਾ ਵਿਦਿਅਕ ਭਲਾ ਸੰਡੇ ਸਮਿਤ ਐਂਸ ਅਰਦਾਸ ਐਸ <box>378 270 468 286</box>
table-cell: ਜ਼ਿਲ੍ਹਾ ਵਣ ਅਫ਼ਸਰ <box>356 565 397 571</box>
table-cell: ਮਲੇਰਕੋਟਲਾ <box>310 665 356 671</box>
col3-body-3: ਕੋਟਕਪੂਰਾ, 11 ਅਪ੍ਰੈਲ - ਮਾਮਲੇ ਦੀ ਜਾਂਚ ਅਧਿਕਾਰੀ ਨੇ ਦੱਸਿਆ ਕਿ ਸ਼ਿਕਾਇਤ ਦੀ ਪੜਤਾਲ ਤੋਂ ਬਾਅਦ ਕੇਸ ਦਰਜ ਕੀਤਾ ਗਿਆ ਹੈ। ਮੁਲਜ਼ਮਾਂ ਦੀ ਭਾਲ ਲਈ ਛਾਪੇਮਾਰੀ ਕੀਤੀ ਜਾ ਰਹੀ ਹੈ। ਉਨ੍ਹਾਂ ਲੋਕਾਂ ਨੂੰ ਅਪੀਲ ਕੀਤੀ ਕਿ ਅਜਿਹੇ ਝਾਂਸੇ ਵਿਚ ਨਾ ਆਉਣ ਤੇ ਤੁਰੰਤ ਪੁਲਿਸ ਨੂੰ ਸੂਚਿਤ ਕਰਨ। <box>195 234 283 266</box>
table-cell: 98555-22022 <box>432 659 465 665</box>
col1-photo-caption: ਹਲਕਾ ਵਿਧਾਇਕ ਪਰਿਵਾਰ ਨਾਲ ਦੁੱਖ ਸਾਂਝਾ ਕਰਦੇ ਹੋਏ। (ਫੋਟੋ: ਹਰਪ੍ਰੀਤ) <box>16 268 94 278</box>
col3-body-2: ਫ਼ਰੀਦਕੋਟ, 11 ਅਪ੍ਰੈਲ (ਨਿੱਜੀ ਪੱਤਰ ਪ੍ਰੇਰਕ)- ਇਕ ਔਰਤ ਨਾਲ ਇਲਾਜ ਦੇ ਨਾਂਅ 'ਤੇ ਲੱਖਾਂ ਰੁਪਏ ਦੀ ਠੱਗੀ ਮਾਰਨ ਦਾ ਮਾਮਲਾ ਸਾਹਮਣੇ ਆਇਆ ਹੈ। ਪੀੜਤ ਨੇ ਪੁਲਿਸ ਨੂੰ ਦਿੱਤੀ ਸ਼ਿਕਾਇਤ ਵਿਚ ਦੱਸਿਆ ਕਿ ਮੁਲਜ਼ਮਾਂ ਨੇ ਉਸ ਨੂੰ ਬਿਮਾਰੀ ਦੇ ਇਲਾਜ ਦਾ ਝਾਂਸਾ ਦੇ ਕੇ ਵੱਖ-ਵੱਖ ਸਮੇਂ 'ਤੇ ਰਕਮ ਹਾਸਲ ਕੀਤੀ। ਪੁਲਿਸ ਨੇ ਮਾਮਲਾ ਦਰਜ ਕਰ ਕੇ ਜਾਂਚ ਸ਼ੁਰੂ ਕਰ ਦਿੱਤੀ ਹੈ। <box>195 155 283 199</box>
table-cell: ਜ਼ਿਲ੍ਹਾ ਵਣ ਅਫ਼ਸਰ <box>356 606 397 612</box>
